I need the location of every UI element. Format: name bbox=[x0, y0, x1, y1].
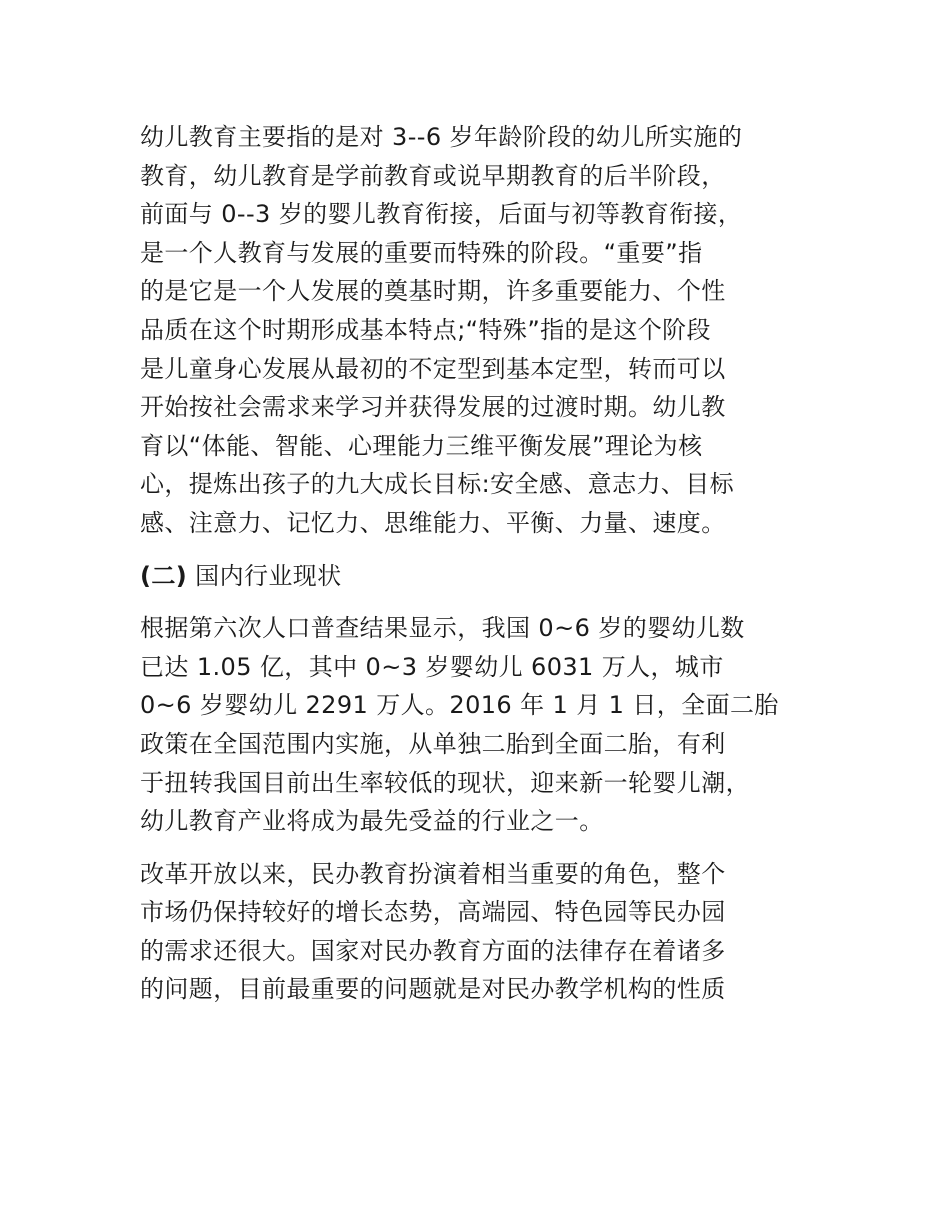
text-line: 的问题，目前最重要的问题就是对民办教学机构的性质 bbox=[140, 975, 726, 1004]
document-page bbox=[140, 118, 812, 1023]
text-line: 0~6 岁婴幼儿 2291 万人。2016 年 1 月 1 日，全面二胎 bbox=[140, 691, 779, 720]
text-line: 根据第六次人口普查结果显示，我国 0~6 岁的婴幼儿数 bbox=[140, 614, 745, 643]
text-line: 的是它是一个人发展的奠基时期，许多重要能力、个性 bbox=[140, 277, 726, 306]
text-line: 育以“体能、智能、心理能力三维平衡发展”理论为核 bbox=[140, 431, 703, 460]
text-line: 是儿童身心发展从最初的不定型到基本定型，转而可以 bbox=[140, 354, 726, 383]
paragraph-private-education bbox=[140, 855, 812, 1009]
text-line: 教育，幼儿教育是学前教育或说早期教育的后半阶段， bbox=[140, 161, 726, 190]
text-line: 幼儿教育产业将成为最先受益的行业之一。 bbox=[140, 807, 604, 836]
text-line: 政策在全国范围内实施，从单独二胎到全面二胎，有利 bbox=[140, 729, 726, 758]
section-number: (二) bbox=[140, 561, 188, 590]
text-line: 于扭转我国目前出生率较低的现状，迎来新一轮婴儿潮， bbox=[140, 768, 750, 797]
text-line: 改革开放以来，民办教育扮演着相当重要的角色，整个 bbox=[140, 859, 726, 888]
text-line: 开始按社会需求来学习并获得发展的过渡时期。幼儿教 bbox=[140, 393, 726, 422]
text-line: 心，提炼出孩子的九大成长目标:安全感、意志力、目标 bbox=[140, 470, 735, 499]
text-line: 市场仍保持较好的增长态势，高端园、特色园等民办园 bbox=[140, 898, 726, 927]
text-line: 感、注意力、记忆力、思维能力、平衡、力量、速度。 bbox=[140, 508, 726, 537]
paragraph-early-childhood-definition bbox=[140, 118, 812, 543]
text-line: 是一个人教育与发展的重要而特殊的阶段。“重要”指 bbox=[140, 238, 703, 267]
paragraph-domestic-status bbox=[140, 609, 812, 841]
text-line: 品质在这个时期形成基本特点;“特殊”指的是这个阶段 bbox=[140, 315, 711, 344]
section-heading bbox=[140, 557, 812, 596]
text-line: 前面与 0--3 岁的婴儿教育衔接，后面与初等教育衔接， bbox=[140, 200, 743, 229]
text-line: 幼儿教育主要指的是对 3--6 岁年龄阶段的幼儿所实施的 bbox=[140, 123, 743, 151]
text-line: 的需求还很大。国家对民办教育方面的法律存在着诸多 bbox=[140, 936, 726, 965]
section-title: 国内行业现状 bbox=[195, 561, 342, 590]
text-line: 已达 1.05 亿，其中 0~3 岁婴幼儿 6031 万人，城市 bbox=[140, 652, 724, 681]
